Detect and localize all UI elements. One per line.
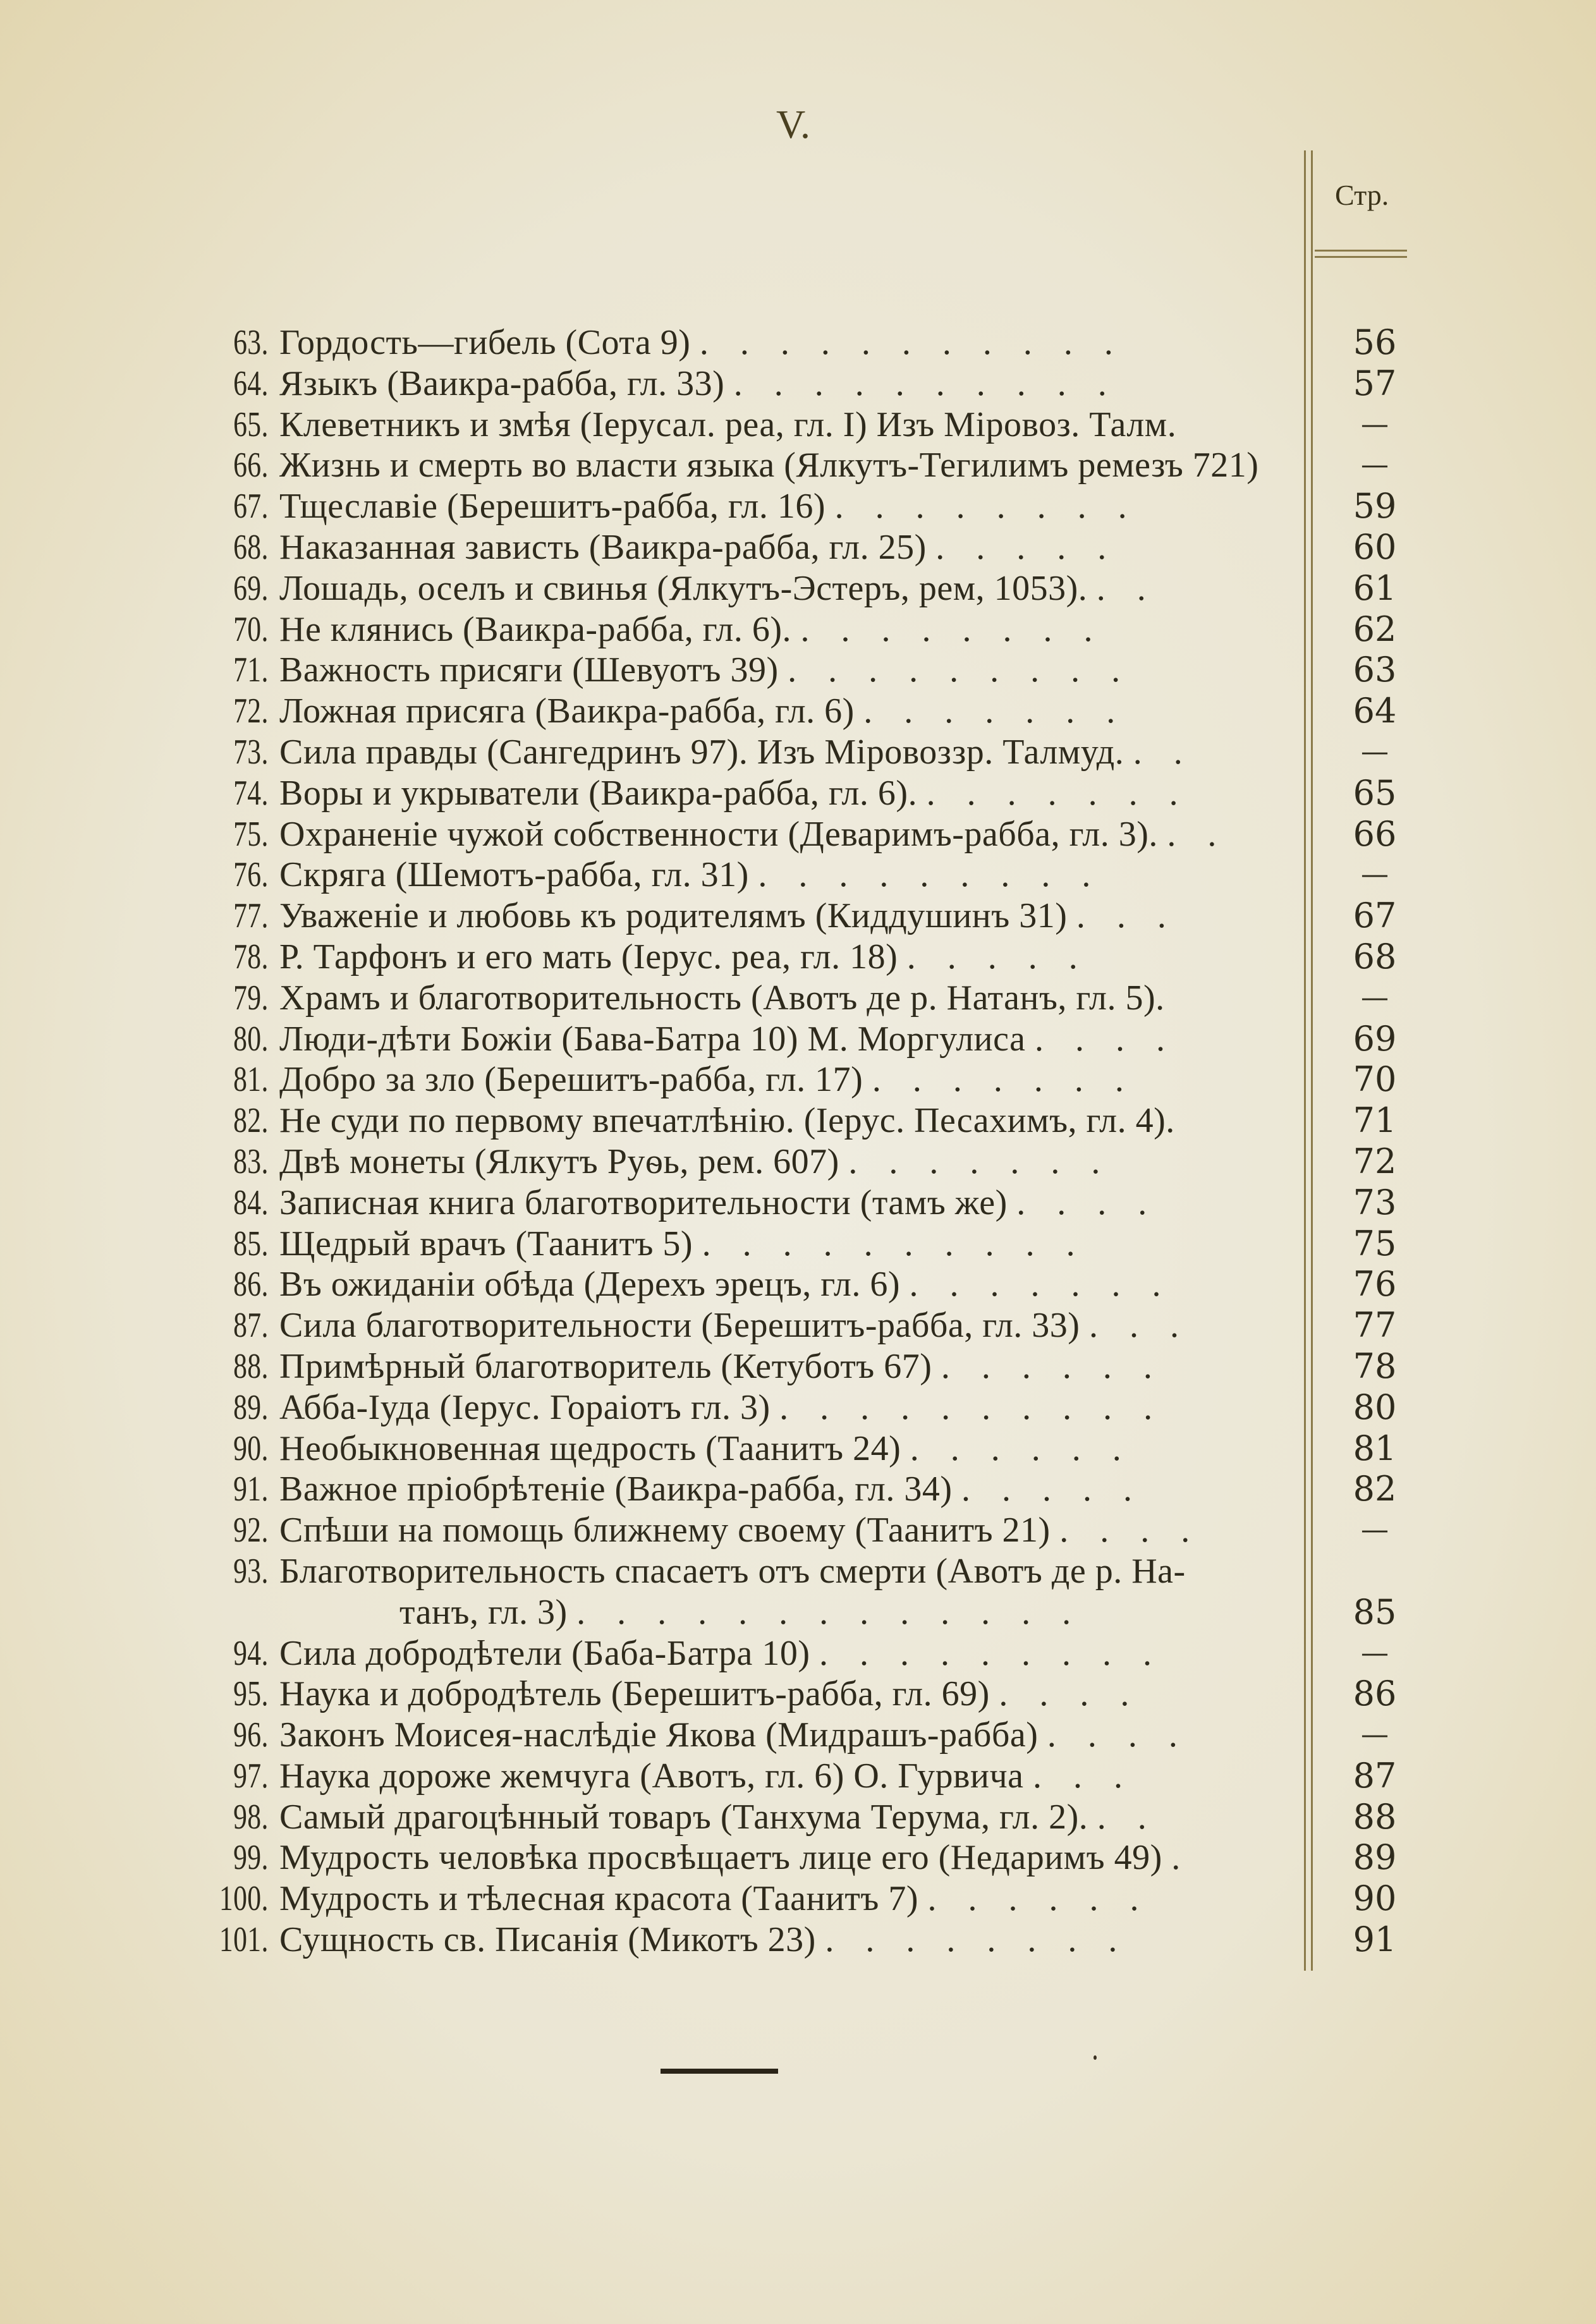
entry-number: 88. [233,1346,269,1386]
toc-entry [186,445,1305,486]
page-number [1334,1551,1416,1592]
entry-number: 85. [233,1224,269,1263]
entry-line [279,1224,1087,1264]
leader-dots: . . . . [1035,1019,1176,1059]
entry-title: Въ ожиданіи обѣда (Дерехъ эрецъ, гл. 6) [279,1265,901,1305]
leader-dots: . . [1133,732,1194,772]
leader-dots: . . [1167,814,1228,854]
entry-line [279,1346,1164,1387]
page-number: 78 [1353,1346,1397,1386]
entry-number: 95. [233,1674,269,1714]
entry-number: 64. [233,363,269,403]
entry-title: Наука дороже жемчуга (Авотъ, гл. 6) О. Гурвича [279,1756,1024,1796]
page-number: 66 [1353,813,1397,854]
leader-dots: . . . . [1047,1715,1189,1755]
entry-title-wrap [279,855,1305,895]
page-number: — [1361,735,1389,768]
entry-title: Лошадь, оселъ и свинья (Ялкутъ-Эстеръ, рем, 1053). [279,568,1088,608]
entry-number: 77. [233,896,269,936]
toc-entry [186,1592,1305,1633]
entry-number: 100. [219,1879,269,1919]
entry-title-wrap [279,1264,1305,1305]
entry-line [279,1264,1173,1305]
leader-dots: . . . . . . . . . . [779,1387,1164,1427]
leader-dots: . . . . . . . [848,1141,1112,1181]
entry-title: Р. Тарфонъ и его мать (Іерус. реа, гл. 18) [279,937,898,976]
table-of-contents [186,322,1305,1961]
toc-entry [186,691,1305,732]
leader-dots: . . [1097,1797,1158,1837]
entry-number: 96. [233,1715,269,1755]
toc-entry [186,486,1305,527]
toc-entry [186,650,1305,691]
entry-title-wrap [279,814,1305,855]
leader-dots: . . . . . . . . . [819,1633,1164,1673]
toc-entry [186,568,1305,609]
entry-line [279,1019,1176,1059]
leader-dots: . . . . . . . . [834,487,1138,526]
toc-entry [186,855,1305,896]
toc-entry [186,1837,1305,1878]
page-number: 62 [1353,609,1397,649]
page-number: 60 [1353,526,1397,567]
entry-title: Жизнь и смерть во власти языка (Ялкутъ-Тегилимъ ремезъ 721) [279,446,1259,485]
page-number: 67 [1353,896,1397,936]
entry-number: 78. [233,937,269,976]
entry-title-wrap [279,1919,1305,1960]
entry-title-wrap [279,896,1305,936]
page-folio: V. [776,102,810,147]
entry-title-wrap [279,568,1305,609]
page-number: 87 [1353,1755,1397,1796]
entry-number: 84. [233,1183,269,1222]
entry-title-wrap [279,405,1305,445]
toc-entry [186,1797,1305,1838]
entry-title-wrap [279,1059,1305,1100]
entry-line [279,937,1089,977]
entry-line [279,1919,1128,1960]
entry-title: Абба-Іуда (Іерус. Гораіотъ гл. 3) [279,1387,771,1427]
leader-dots: . . . . . . . . . [758,855,1102,895]
entry-title-wrap [279,1797,1305,1837]
toc-entry [186,1100,1305,1141]
page-number: 77 [1353,1305,1397,1346]
toc-entry [186,1019,1305,1060]
entry-line [279,1510,1201,1550]
entry-line [279,773,1190,813]
entry-number: 74. [233,773,269,813]
entry-title: Законъ Моисея-наслѣдіе Якова (Мидрашъ-рабба) [279,1715,1039,1755]
entry-title-wrap [279,978,1305,1018]
entry-line [279,1387,1164,1428]
entry-number: 79. [233,978,269,1018]
page-number: — [1361,858,1389,891]
entry-number: 83. [233,1141,269,1181]
entry-number: 99. [233,1838,269,1878]
entry-number: 67. [233,487,269,526]
entry-title-wrap [279,1510,1305,1550]
entry-title: Уваженіе и любовь къ родителямъ (Киддушинъ 31) [279,896,1068,936]
entry-line [279,1633,1163,1674]
entry-line [279,609,1104,650]
page-number: 88 [1353,1796,1397,1837]
entry-line [279,486,1138,526]
entry-title: Охраненіе чужой собственности (Деваримъ-рабба, гл. 3). [279,814,1158,854]
entry-number: 86. [233,1265,269,1305]
page-column-header: Стр. [1335,179,1389,211]
entry-title-wrap [279,1019,1305,1059]
entry-title-wrap [279,732,1305,772]
page-number: 59 [1353,486,1397,526]
entry-title-wrap [279,363,1305,404]
page-number: 57 [1353,363,1397,403]
toc-entry [186,1756,1305,1797]
entry-number: 72. [233,691,269,731]
page-number: 63 [1353,650,1397,690]
leader-dots: . . . [1032,1756,1134,1796]
toc-entry [186,1633,1305,1674]
entry-line [279,568,1157,609]
entry-title: Важность присяги (Шевуотъ 39) [279,650,779,690]
entry-title: Тщеславіе (Берешитъ-рабба, гл. 16) [279,487,826,526]
entry-title: танъ, гл. 3) [399,1592,568,1632]
entry-number: 91. [233,1469,269,1509]
entry-line [279,1551,1186,1591]
leader-dots: . . . . . . . . . . . . . [576,1592,1083,1632]
leader-dots: . . . . [1059,1511,1202,1550]
entry-title-wrap [279,609,1305,650]
entry-title: Люди-дѣти Божіи (Бава-Батра 10) М. Моргулиса [279,1019,1026,1059]
entry-title-wrap [279,445,1305,485]
leader-dots: . . . . [999,1674,1141,1714]
entry-title: Двѣ монеты (Ялкутъ Руѳь, рем. 607) [279,1141,839,1181]
leader-dots: . . . . . . [941,1346,1164,1386]
toc-entry [186,896,1305,937]
entry-line [279,855,1102,895]
toc-entry [186,609,1305,650]
toc-entry [186,1715,1305,1756]
entry-title-wrap [279,691,1305,731]
entry-number: 80. [233,1019,269,1059]
entry-title: Наука и добродѣтель (Берешитъ-рабба, гл. 69) [279,1674,990,1714]
leader-dots: . . . . . . . . . . [702,1224,1087,1263]
entry-title-wrap [279,1428,1305,1469]
entry-title-wrap [279,527,1305,568]
toc-entry [186,1674,1305,1715]
entry-title: Гордость—гибель (Сота 9) [279,323,691,362]
page-number: 90 [1353,1878,1397,1919]
toc-entry [186,1346,1305,1387]
page-number: 91 [1353,1919,1397,1960]
entry-number: 75. [233,814,269,854]
entry-title: Примѣрный благотворитель (Кетуботъ 67) [279,1346,932,1386]
entry-line [279,896,1178,936]
page-number: 86 [1353,1674,1397,1714]
entry-title: Не клянись (Ваикра-рабба, гл. 6). [279,609,791,649]
toc-entry [186,1878,1305,1919]
toc-entry [186,1224,1305,1265]
toc-entry [186,1183,1305,1224]
column-divider-line [1311,150,1313,1971]
entry-title-wrap [279,1592,1305,1633]
page-number: 69 [1353,1018,1397,1059]
toc-entry [186,814,1305,855]
leader-dots: . . . . . [961,1469,1143,1509]
toc-entry [186,527,1305,568]
entry-number: 63. [233,323,269,362]
entry-number: 101. [219,1920,269,1960]
entry-title: Спѣши на помощь ближнему своему (Таанитъ 21) [279,1511,1051,1550]
entry-title-wrap [279,1305,1305,1346]
entry-number: 89. [233,1387,269,1427]
entry-line [279,445,1258,485]
entry-line [279,650,1131,690]
page-number: — [1361,981,1389,1014]
entry-title-wrap [279,1100,1305,1141]
page-number: 65 [1353,772,1397,813]
entry-line [279,322,1124,363]
entry-title: Не суди по первому впечатлѣнію. (Іерус. Песахимъ, гл. 4). [279,1101,1175,1141]
toc-entry [186,732,1305,773]
entry-line [279,1674,1140,1714]
entry-title: Мудрость и тѣлесная красота (Таанитъ 7) [279,1879,918,1919]
entry-title-wrap [279,1715,1305,1755]
page-number: 64 [1353,691,1397,731]
entry-title: Записная книга благотворительности (тамъ же) [279,1183,1008,1222]
entry-title: Ложная присяга (Ваикра-рабба, гл. 6) [279,691,855,731]
entry-title-wrap [279,1183,1305,1223]
entry-line [279,1756,1134,1796]
leader-dots: . . [1096,568,1157,608]
leader-dots: . . . . . . . . . [788,650,1132,690]
page-number: 80 [1353,1387,1397,1427]
entry-line [279,1305,1190,1346]
entry-title: Добро за зло (Берешитъ-рабба, гл. 17) [279,1060,863,1100]
leader-dots: . . . [1076,896,1178,936]
entry-title-wrap [279,1633,1305,1674]
entry-number: 90. [233,1428,269,1468]
entry-title-wrap [279,1837,1305,1878]
entry-title-wrap [279,1756,1305,1796]
leader-dots: . . . . . . . . . . [733,363,1118,403]
leader-dots: . . . . [1016,1183,1159,1222]
page-number: 73 [1353,1182,1397,1222]
entry-title-wrap [279,1674,1305,1714]
entry-title: Сила благотворительности (Берешитъ-рабба, гл. 33) [279,1306,1080,1346]
entry-title: Наказанная зависть (Ваикра-рабба, гл. 25) [279,527,927,567]
entry-title: Храмъ и благотворительность (Авотъ де р. Натанъ, гл. 5). [279,978,1165,1018]
entry-title-wrap [279,1224,1305,1264]
entry-title-wrap [279,1387,1305,1428]
end-rule [661,2069,778,2074]
leader-dots: . . . . . . [910,1428,1133,1468]
entry-title-wrap [279,1551,1305,1591]
entry-number: 70. [233,609,269,649]
page-number: 82 [1353,1469,1397,1509]
page-number-column [1334,322,1416,1961]
entry-title: Необыкновенная щедрость (Таанитъ 24) [279,1428,901,1468]
entry-number: 92. [233,1511,269,1550]
header-rule [1315,250,1407,252]
entry-line [279,1100,1175,1141]
entry-title-wrap [279,1141,1305,1182]
entry-number: 66. [233,446,269,485]
entry-title: Важное пріобрѣтеніе (Ваикра-рабба, гл. 34) [279,1469,953,1509]
entry-line [279,1428,1133,1469]
entry-line [279,527,1118,568]
entry-title-wrap [279,650,1305,690]
page-number: 75 [1353,1223,1397,1263]
leader-dots: . . . . . [935,527,1118,567]
entry-title: Клеветникъ и змѣя (Іерусал. реа, гл. I) Изъ Міровоз. Талм. [279,405,1177,444]
entry-number: 69. [233,568,269,608]
toc-entry [186,1551,1305,1592]
entry-number: 81. [233,1060,269,1100]
entry-number: 68. [233,527,269,567]
page-number: — [1361,449,1389,482]
leader-dots: . . . . . . . . [800,609,1104,649]
entry-title: Самый драгоцѣнный товаръ (Танхума Терума, гл. 2). [279,1797,1088,1837]
toc-entry [186,978,1305,1019]
entry-line [279,1141,1111,1182]
entry-number: 82. [233,1101,269,1141]
ink-speck [1093,2055,1097,2060]
page-number: — [1361,408,1389,441]
entry-title-wrap [279,773,1305,813]
entry-number: 73. [233,732,269,772]
toc-entry [186,405,1305,446]
header-rule [1315,256,1407,258]
toc-entry [186,363,1305,405]
page-number: 68 [1353,936,1397,976]
entry-title-wrap [279,322,1305,363]
entry-line [279,1878,1150,1919]
entry-title-wrap [279,937,1305,977]
entry-title-wrap [279,486,1305,526]
entry-line [279,732,1194,772]
page-number: 81 [1353,1428,1397,1468]
entry-title: Сила правды (Сангедринъ 97). Изъ Міровоззр. Талмуд. [279,732,1124,772]
page-number: 72 [1353,1141,1397,1181]
page-number: 70 [1353,1059,1397,1100]
page-number: — [1361,1719,1389,1751]
entry-line [279,363,1118,404]
toc-entry [186,1141,1305,1183]
entry-title-wrap [279,1469,1305,1509]
page-number: 89 [1353,1837,1397,1878]
entry-title: Мудрость человѣка просвѣщаетъ лице его (Недаримъ 49) [279,1838,1162,1878]
page-number: 76 [1353,1264,1397,1305]
entry-title: Скряга (Шемотъ-рабба, гл. 31) [279,855,749,895]
entry-line [399,1592,1082,1633]
entry-title: Сила добродѣтели (Баба-Батра 10) [279,1633,810,1673]
page-number: — [1361,1514,1389,1547]
page-number: 61 [1353,568,1397,608]
leader-dots: . . . . . . . . [825,1920,1129,1960]
entry-title-wrap [279,1346,1305,1387]
toc-entry [186,937,1305,978]
entry-line [279,1469,1143,1509]
entry-title: Сущность св. Писанія (Микотъ 23) [279,1920,816,1960]
toc-entry [186,1510,1305,1551]
toc-entry [186,773,1305,814]
entry-number: 71. [233,650,269,690]
toc-entry [186,1387,1305,1428]
entry-title: Языкъ (Ваикра-рабба, гл. 33) [279,363,725,403]
leader-dots: . . . . . . . [909,1265,1173,1305]
entry-line [279,1715,1189,1755]
page-number: — [1361,1636,1389,1669]
entry-title: Благотворительность спасаетъ отъ смерти (Авотъ де р. На- [279,1551,1186,1591]
toc-entry [186,1469,1305,1510]
toc-entry [186,1305,1305,1346]
leader-dots: . . . . . [906,937,1089,976]
toc-entry [186,1059,1305,1100]
entry-number: 65. [233,405,269,444]
toc-entry [186,1428,1305,1469]
leader-dots: . . . [1088,1306,1190,1346]
entry-number: 98. [233,1797,269,1837]
entry-line [279,1837,1191,1878]
entry-number: 94. [233,1633,269,1673]
entry-number: 93. [233,1551,269,1591]
leader-dots: . . . . . . . [926,773,1190,813]
leader-dots: . . . . . . . . . . . [699,323,1124,362]
entry-line [279,405,1176,445]
entry-line [279,1059,1135,1100]
entry-line [279,691,1126,731]
toc-entry [186,1264,1305,1305]
entry-line [279,1797,1158,1837]
entry-line [279,978,1165,1018]
toc-entry [186,322,1305,363]
entry-number: 87. [233,1306,269,1346]
entry-line [279,814,1227,855]
entry-title: Щедрый врачъ (Таанитъ 5) [279,1224,693,1263]
page-number: 71 [1353,1100,1397,1141]
leader-dots: . [1171,1838,1192,1878]
entry-number: 76. [233,855,269,895]
entry-title-wrap [279,1878,1305,1919]
leader-dots: . . . . . . [927,1879,1150,1919]
page-number: 56 [1353,322,1397,362]
leader-dots: . . . . . . . [872,1060,1135,1100]
toc-entry [186,1919,1305,1961]
entry-line [279,1183,1158,1223]
entry-title: Воры и укрыватели (Ваикра-рабба, гл. 6). [279,773,918,813]
entry-number: 97. [233,1756,269,1796]
leader-dots: . . . . . . . [863,691,1127,731]
page-number: 85 [1353,1591,1397,1632]
